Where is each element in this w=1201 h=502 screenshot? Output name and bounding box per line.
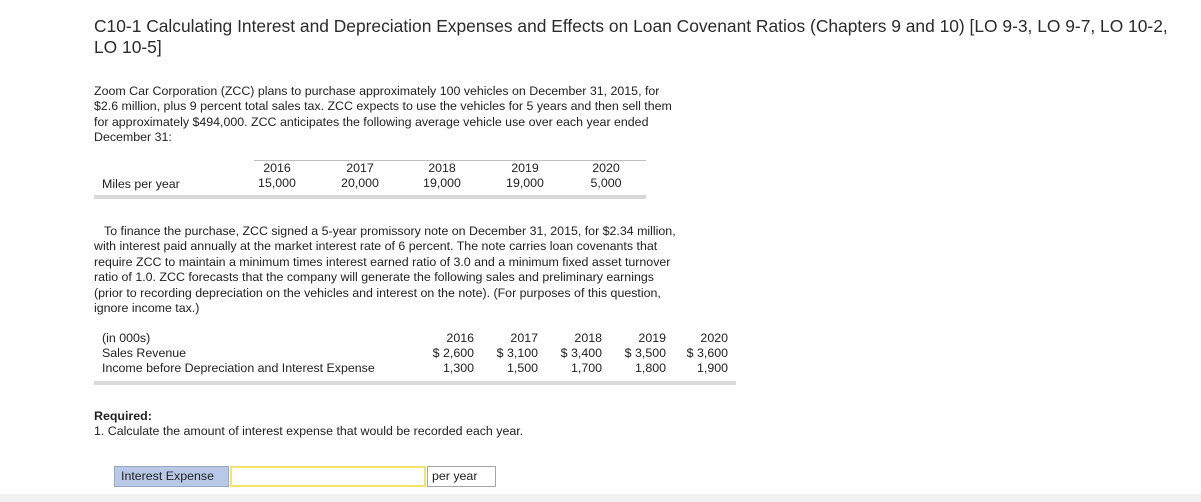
miles-column-2019	[485, 161, 565, 190]
miles-column-2018	[402, 161, 482, 190]
interest-expense-label: Interest Expense	[114, 466, 229, 487]
finance-line: To finance the purchase, ZCC signed a 5-year promissory note on December 31, 2015, for $2.34 million,	[104, 224, 676, 238]
intro-line: $2.6 million, plus 9 percent total sales tax. ZCC expects to use the vehicles for 5 years and then sell them	[94, 99, 672, 114]
problem-title: C10-1 Calculating Interest and Depreciation Expenses and Effects on Loan Covenant Ratios (Chapters 9 and 10) [LO 9-3, LO 9-7, LO 10-2, LO 10-5]	[94, 16, 1168, 57]
sales-revenue-value: $ 2,600	[432, 346, 474, 360]
sales-revenue-value: $ 3,600	[686, 346, 728, 360]
miles-value: 20,000	[341, 175, 379, 190]
miles-value: 5,000	[590, 175, 622, 190]
year-header: 2019	[638, 331, 666, 345]
year-header: 2016	[446, 331, 474, 345]
year-header: 2019	[511, 161, 539, 175]
income-before-value: 1,300	[442, 361, 474, 375]
finance-line: require ZCC to maintain a minimum times interest earned ratio of 3.0 and a minimum fixed asset turnover	[94, 254, 671, 269]
per-year-label: per year	[427, 466, 496, 487]
miles-value: 15,000	[258, 175, 296, 190]
sales-revenue-value: $ 3,400	[560, 346, 602, 360]
sales-revenue-value: $ 3,500	[624, 346, 666, 360]
finance-line: ratio of 1.0. ZCC forecasts that the company will generate the following sales and preliminary earnings	[94, 270, 654, 285]
intro-paragraph	[94, 84, 714, 146]
required-heading: Required:	[94, 409, 152, 423]
income-before-value: 1,900	[696, 361, 728, 375]
miles-value: 19,000	[423, 175, 461, 190]
income-before-value: 1,800	[634, 361, 666, 375]
year-header: 2017	[510, 331, 538, 345]
intro-line: for approximately $494,000. ZCC anticipates the following average vehicle use over each year ended	[94, 114, 649, 129]
year-header: 2018	[428, 161, 456, 175]
miles-column-2016	[237, 161, 317, 190]
income-before-label: Income before Depreciation and Interest Expense	[102, 361, 375, 375]
year-header: 2020	[592, 161, 620, 175]
miles-column-2017	[320, 161, 400, 190]
table-bottom-rule	[94, 381, 736, 385]
income-before-value: 1,700	[570, 361, 602, 375]
unit-label: (in 000s)	[102, 331, 151, 345]
bottom-scroll-edge	[0, 494, 1201, 502]
year-header: 2016	[263, 161, 291, 175]
interest-expense-input[interactable]	[230, 466, 426, 487]
miles-row-label: Miles per year	[102, 177, 180, 191]
table-bottom-rule	[94, 195, 646, 199]
intro-line: December 31:	[94, 130, 172, 145]
year-header: 2017	[346, 161, 374, 175]
required-item-1: 1. Calculate the amount of interest expense that would be recorded each year.	[94, 424, 524, 438]
miles-column-2020	[566, 161, 646, 190]
year-header: 2020	[700, 331, 728, 345]
finance-line: ignore income tax.)	[94, 301, 200, 316]
miles-value: 19,000	[506, 175, 544, 190]
finance-line: (prior to recording depreciation on the vehicles and interest on the note). (For purposes of this question,	[94, 285, 661, 300]
miles-per-year-table	[94, 160, 646, 198]
sales-revenue-value: $ 3,100	[496, 346, 538, 360]
sales-revenue-label: Sales Revenue	[102, 346, 187, 360]
finance-paragraph	[94, 224, 714, 316]
intro-line: Zoom Car Corporation (ZCC) plans to purchase approximately 100 vehicles on December 31, 2015, for	[94, 84, 660, 98]
year-header: 2018	[574, 331, 602, 345]
income-before-value: 1,500	[506, 361, 538, 375]
sales-forecast-table	[94, 328, 736, 386]
finance-line: with interest paid annually at the market interest rate of 6 percent. The note carries loan covenants that	[94, 239, 658, 254]
